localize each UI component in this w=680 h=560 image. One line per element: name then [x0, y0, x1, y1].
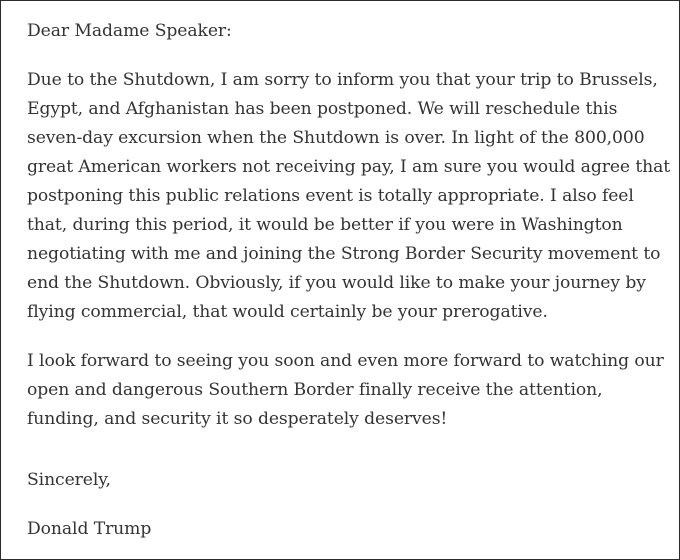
paragraph-1-line: Due to the Shutdown, I am sorry to inform you that your trip to Brussels,	[27, 70, 658, 90]
paragraph-2-line: open and dangerous Southern Border finally receive the attention,	[27, 380, 603, 400]
paragraph-1	[27, 66, 671, 327]
paragraph-1-line: Egypt, and Afghanistan has been postponed. We will reschedule this	[27, 99, 618, 119]
closing: Sincerely,	[27, 470, 111, 490]
salutation: Dear Madame Speaker:	[27, 21, 232, 41]
paragraph-1-line: postponing this public relations event is totally appropriate. I also feel	[27, 186, 634, 206]
paragraph-1-line: great American workers not receiving pay, I am sure you would agree that	[27, 157, 671, 177]
paragraph-1-line: negotiating with me and joining the Strong Border Security movement to	[27, 244, 661, 264]
paragraph-2	[27, 347, 667, 434]
paragraph-2-line: I look forward to seeing you soon and even more forward to watching our	[27, 351, 664, 371]
paragraph-1-line: end the Shutdown. Obviously, if you would like to make your journey by	[27, 273, 646, 293]
paragraph-1-line: flying commercial, that would certainly be your prerogative.	[27, 302, 548, 322]
paragraph-1-line: seven-day excursion when the Shutdown is over. In light of the 800,000	[27, 128, 645, 148]
signature: Donald Trump	[27, 519, 152, 539]
letter-body	[27, 17, 671, 544]
paragraph-1-line: that, during this period, it would be better if you were in Washington	[27, 215, 623, 235]
paragraph-2-line: funding, and security it so desperately deserves!	[27, 409, 448, 429]
